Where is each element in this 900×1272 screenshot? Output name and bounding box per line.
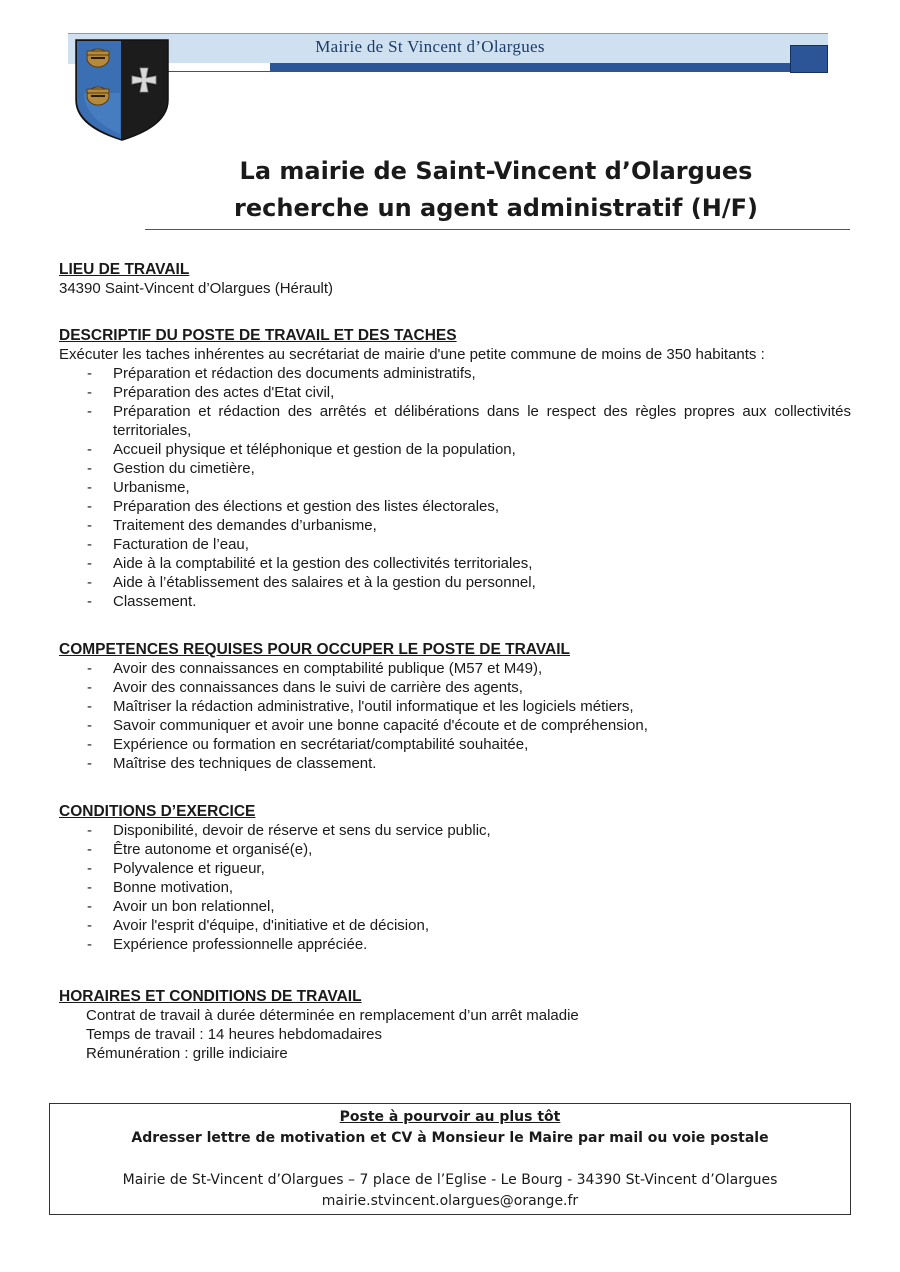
list-item: - Bonne motivation,: [59, 878, 851, 897]
horaires-line: Contrat de travail à durée déterminée en remplacement d’un arrêt maladie: [86, 1007, 579, 1024]
list-item: - Avoir un bon relationnel,: [59, 897, 851, 916]
list-item: - Préparation des actes d'Etat civil,: [59, 383, 851, 402]
list-item: - Expérience ou formation en secrétariat/comptabilité souhaitée,: [59, 735, 851, 754]
list-item: - Avoir des connaissances en comptabilité publique (M57 et M49),: [59, 659, 851, 678]
list-item: - Classement.: [59, 592, 851, 611]
list-item: - Préparation et rédaction des arrêtés et délibérations dans le respect des règles propres aux collectivités territoriales,: [59, 402, 851, 440]
list-item: - Avoir l'esprit d'équipe, d'initiative et de décision,: [59, 916, 851, 935]
list-item: - Savoir communiquer et avoir une bonne capacité d'écoute et de compréhension,: [59, 716, 851, 735]
competences-list: [59, 659, 851, 773]
list-item: - Maîtrise des techniques de classement.: [59, 754, 851, 773]
list-item: - Aide à l’établissement des salaires et à la gestion du personnel,: [59, 573, 851, 592]
list-item: - Polyvalence et rigueur,: [59, 859, 851, 878]
application-box: [49, 1103, 851, 1215]
list-item: - Accueil physique et téléphonique et gestion de la population,: [59, 440, 851, 459]
descriptif-list: [59, 364, 851, 611]
list-item: - Préparation et rédaction des documents administratifs,: [59, 364, 851, 383]
list-item: - Aide à la comptabilité et la gestion des collectivités territoriales,: [59, 554, 851, 573]
competences-heading: COMPETENCES REQUISES POUR OCCUPER LE POSTE DE TRAVAIL: [59, 641, 570, 658]
contact-email: mairie.stvincent.olargues@orange.fr: [321, 1193, 579, 1209]
title-line-1: La mairie de Saint-Vincent d’Olargues: [239, 157, 753, 185]
title-divider: [145, 229, 850, 230]
section-descriptif: [59, 326, 851, 611]
horaires-line: Rémunération : grille indiciaire: [86, 1045, 288, 1062]
list-item: - Préparation des élections et gestion des listes électorales,: [59, 497, 851, 516]
section-conditions: [59, 802, 851, 954]
list-item: - Maîtriser la rédaction administrative, l'outil informatique et les logiciels métiers,: [59, 697, 851, 716]
section-competences: [59, 640, 851, 773]
list-item: - Urbanisme,: [59, 478, 851, 497]
banner-title: Mairie de St Vincent d’Olargues: [315, 37, 545, 56]
descriptif-intro: Exécuter les taches inhérentes au secrétariat de mairie d'une petite commune de moins de 350 habitants :: [59, 346, 765, 363]
conditions-heading: CONDITIONS D’EXERCICE: [59, 803, 256, 820]
horaires-line: Temps de travail : 14 heures hebdomadaires: [86, 1026, 383, 1043]
list-item: - Traitement des demandes d’urbanisme,: [59, 516, 851, 535]
coat-of-arms-icon: [74, 38, 170, 142]
list-item: - Gestion du cimetière,: [59, 459, 851, 478]
section-horaires: [59, 987, 851, 1063]
page-title: [140, 153, 852, 227]
title-line-2: recherche un agent administratif (H/F): [234, 194, 758, 222]
availability-notice: Poste à pourvoir au plus tôt: [339, 1109, 561, 1125]
list-item: - Avoir des connaissances dans le suivi de carrière des agents,: [59, 678, 851, 697]
lieu-heading: LIEU DE TRAVAIL: [59, 261, 190, 278]
list-item: - Expérience professionnelle appréciée.: [59, 935, 851, 954]
postal-address: Mairie de St-Vincent d’Olargues – 7 place de l’Eglise - Le Bourg - 34390 St-Vincent d’Olargues: [122, 1172, 778, 1188]
section-lieu: [59, 260, 851, 298]
list-item: - Être autonome et organisé(e),: [59, 840, 851, 859]
conditions-list: [59, 821, 851, 954]
horaires-heading: HORAIRES ET CONDITIONS DE TRAVAIL: [59, 988, 362, 1005]
header-stripe: [270, 63, 828, 72]
list-item: - Disponibilité, devoir de réserve et sens du service public,: [59, 821, 851, 840]
descriptif-heading: DESCRIPTIF DU POSTE DE TRAVAIL ET DES TACHES: [59, 327, 457, 344]
application-instructions: Adresser lettre de motivation et CV à Monsieur le Maire par mail ou voie postale: [131, 1130, 769, 1146]
lieu-text: 34390 Saint-Vincent d’Olargues (Hérault): [59, 280, 334, 297]
header-stripe-left: [168, 63, 270, 72]
list-item: - Facturation de l’eau,: [59, 535, 851, 554]
